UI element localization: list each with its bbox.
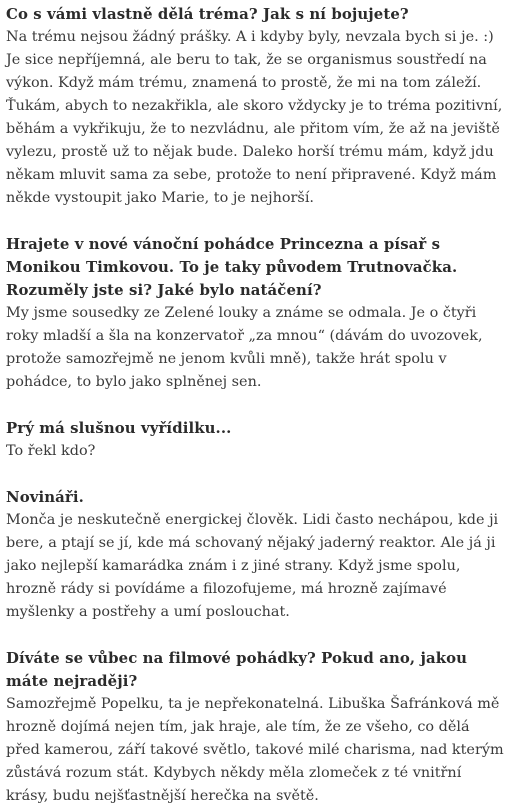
qa-block [6, 3, 506, 210]
interview-answer: Monča je neskutečně energickej člověk. Lidi často nechápou, kde ji bere, a ptají se jí, kde má schovaný nějaký jaderný reaktor. Ale já ji jako nejlepší kamarádka znám i z jiné strany. Když jsme spolu, hrozně rády si povídáme a filozofujeme, má hrozně zajímavé myšlenky a postřehy a umí poslouchat. [6, 512, 499, 620]
qa-block [6, 233, 506, 394]
qa-block [6, 417, 506, 463]
interview-question: Hrajete v nové vánoční pohádce Princezna a písař s Monikou Timkovou. To je taky původem Trutnovačka. Rozuměly jste si? Jaké bylo natáčení? [6, 235, 458, 299]
interview-answer: Samozřejmě Popelku, ta je nepřekonatelná. Libuška Šafránková mě hrozně dojímá nejen tím, jak hraje, ale tím, že ze všeho, co dělá před kamerou, září takové světlo, takové milé charisma, nad kterým zůstává rozum stát. Kdybych někdy měla zlomeček z té vnitřní krásy, budu nejšťastnější herečka na světě. [6, 696, 504, 804]
qa-block [6, 647, 506, 808]
interview-answer: Na trému nejsou žádný prášky. A i kdyby byly, nevzala bych si je. :) Je sice nepříjemná, ale beru to tak, že se organismus soustředí na výkon. Když mám trému, znamená to prostě, že mi na tom záleží. Ťukám, abych to nezakřikla, ale skoro vždycky je to tréma pozitivní, běhám a vykřikuju, že to nezvládnu, ale přitom vím, že až na jeviště vylezu, prostě už to nějak bude. Daleko horší trému mám, když jdu někam mluvit sama za sebe, protože to není připravené. Když mám někde vystoupit jako Marie, to je nejhorší. [6, 29, 503, 206]
interview-answer: To řekl kdo? [6, 443, 96, 459]
qa-block [6, 486, 506, 624]
interview-question: Novináři. [6, 488, 84, 506]
interview-answer: My jsme sousedky ze Zelené louky a známe se odmala. Je o čtyři roky mladší a šla na konzervatoř „za mnou“ (dávám do uvozovek, protože samozřejmě ne jenom kvůli mně), takže hrát spolu v pohádce, to bylo jako splněnej sen. [6, 305, 483, 390]
interview-question: Díváte se vůbec na filmové pohádky? Pokud ano, jakou máte nejraději? [6, 649, 468, 690]
interview-question: Co s vámi vlastně dělá tréma? Jak s ní bojujete? [6, 5, 409, 23]
interview-question: Prý má slušnou vyřídilku... [6, 419, 232, 437]
